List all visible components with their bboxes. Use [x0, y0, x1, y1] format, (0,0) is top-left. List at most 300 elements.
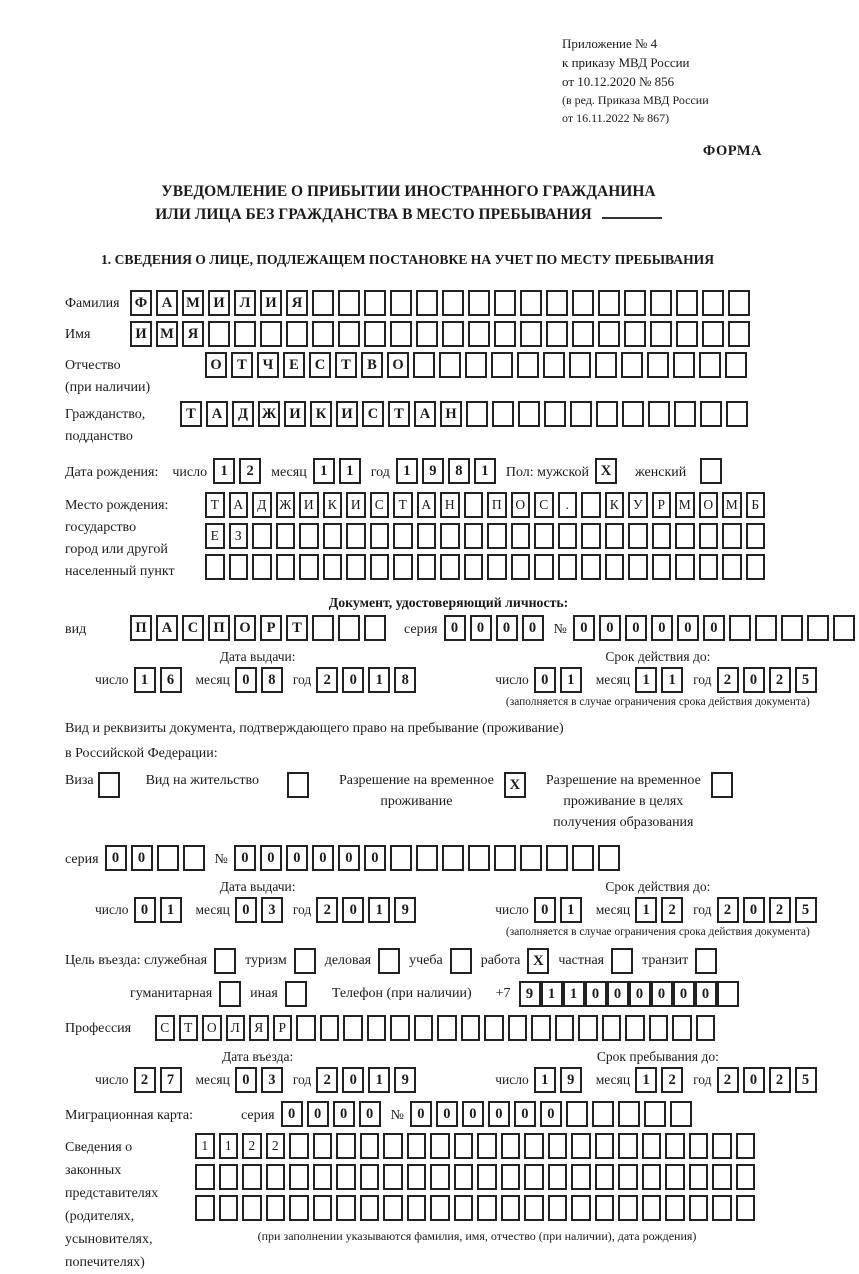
- char-cell[interactable]: [555, 1015, 575, 1041]
- char-cell[interactable]: [364, 290, 386, 316]
- char-cell[interactable]: [571, 1195, 591, 1221]
- char-cell[interactable]: [572, 845, 594, 871]
- char-cell[interactable]: [360, 1164, 380, 1190]
- char-cell[interactable]: 1: [635, 667, 657, 693]
- char-cell[interactable]: [543, 352, 565, 378]
- id-number-cells[interactable]: [573, 615, 859, 641]
- char-cell[interactable]: X: [504, 772, 526, 798]
- char-cell[interactable]: З: [229, 523, 249, 549]
- char-cell[interactable]: [407, 1164, 427, 1190]
- char-cell[interactable]: С: [362, 401, 384, 427]
- char-cell[interactable]: 0: [573, 615, 595, 641]
- char-cell[interactable]: 1: [134, 667, 156, 693]
- char-cell[interactable]: 2: [717, 667, 739, 693]
- id-issue-day-cells[interactable]: [134, 667, 186, 693]
- char-cell[interactable]: 0: [410, 1101, 432, 1127]
- char-cell[interactable]: [468, 845, 490, 871]
- char-cell[interactable]: [242, 1164, 262, 1190]
- char-cell[interactable]: [725, 352, 747, 378]
- migration-number-cells[interactable]: [410, 1101, 696, 1127]
- char-cell[interactable]: 1: [313, 458, 335, 484]
- char-cell[interactable]: [440, 523, 460, 549]
- char-cell[interactable]: [702, 290, 724, 316]
- char-cell[interactable]: 0: [307, 1101, 329, 1127]
- res-valid-year-cells[interactable]: [717, 897, 821, 923]
- name-cells[interactable]: [130, 321, 754, 347]
- purpose-humanitarian-checkbox[interactable]: [219, 981, 241, 1007]
- char-cell[interactable]: [229, 554, 249, 580]
- char-cell[interactable]: [276, 554, 296, 580]
- char-cell[interactable]: [465, 352, 487, 378]
- birth-day-cells[interactable]: [213, 458, 265, 484]
- char-cell[interactable]: 0: [488, 1101, 510, 1127]
- char-cell[interactable]: Т: [388, 401, 410, 427]
- char-cell[interactable]: Т: [179, 1015, 199, 1041]
- char-cell[interactable]: [346, 523, 366, 549]
- char-cell[interactable]: [696, 1015, 716, 1041]
- char-cell[interactable]: 0: [342, 897, 364, 923]
- profession-cells[interactable]: [155, 1015, 719, 1041]
- char-cell[interactable]: [524, 1195, 544, 1221]
- char-cell[interactable]: [571, 1164, 591, 1190]
- res-issue-month-cells[interactable]: [235, 897, 287, 923]
- char-cell[interactable]: [546, 321, 568, 347]
- char-cell[interactable]: А: [229, 492, 249, 518]
- char-cell[interactable]: К: [310, 401, 332, 427]
- char-cell[interactable]: А: [156, 290, 178, 316]
- char-cell[interactable]: [689, 1164, 709, 1190]
- char-cell[interactable]: 1: [534, 1067, 556, 1093]
- char-cell[interactable]: П: [130, 615, 152, 641]
- char-cell[interactable]: [468, 290, 490, 316]
- char-cell[interactable]: [736, 1195, 756, 1221]
- char-cell[interactable]: [807, 615, 829, 641]
- char-cell[interactable]: 0: [470, 615, 492, 641]
- char-cell[interactable]: [702, 321, 724, 347]
- char-cell[interactable]: [581, 523, 601, 549]
- char-cell[interactable]: Т: [205, 492, 225, 518]
- char-cell[interactable]: [700, 401, 722, 427]
- char-cell[interactable]: [266, 1195, 286, 1221]
- visa-checkbox[interactable]: [98, 772, 124, 798]
- char-cell[interactable]: 0: [534, 897, 556, 923]
- char-cell[interactable]: 8: [261, 667, 283, 693]
- char-cell[interactable]: [323, 554, 343, 580]
- char-cell[interactable]: 1: [560, 897, 582, 923]
- char-cell[interactable]: [494, 845, 516, 871]
- char-cell[interactable]: [289, 1164, 309, 1190]
- char-cell[interactable]: М: [156, 321, 178, 347]
- res-number-cells[interactable]: [234, 845, 624, 871]
- char-cell[interactable]: [266, 1164, 286, 1190]
- char-cell[interactable]: [672, 1015, 692, 1041]
- char-cell[interactable]: [287, 772, 309, 798]
- char-cell[interactable]: [416, 321, 438, 347]
- char-cell[interactable]: [390, 845, 412, 871]
- char-cell[interactable]: 0: [703, 615, 725, 641]
- char-cell[interactable]: Ф: [130, 290, 152, 316]
- char-cell[interactable]: [595, 1133, 615, 1159]
- char-cell[interactable]: 0: [342, 1067, 364, 1093]
- char-cell[interactable]: 0: [364, 845, 386, 871]
- char-cell[interactable]: [508, 1015, 528, 1041]
- char-cell[interactable]: [650, 290, 672, 316]
- char-cell[interactable]: 3: [261, 897, 283, 923]
- char-cell[interactable]: [548, 1133, 568, 1159]
- char-cell[interactable]: [511, 554, 531, 580]
- char-cell[interactable]: О: [511, 492, 531, 518]
- char-cell[interactable]: 1: [560, 667, 582, 693]
- char-cell[interactable]: [673, 352, 695, 378]
- char-cell[interactable]: [572, 321, 594, 347]
- char-cell[interactable]: 1: [160, 897, 182, 923]
- char-cell[interactable]: [548, 1164, 568, 1190]
- char-cell[interactable]: [642, 1164, 662, 1190]
- char-cell[interactable]: [390, 1015, 410, 1041]
- char-cell[interactable]: 5: [795, 1067, 817, 1093]
- entry-day-cells[interactable]: [134, 1067, 186, 1093]
- migration-series-cells[interactable]: [281, 1101, 385, 1127]
- char-cell[interactable]: Ж: [276, 492, 296, 518]
- char-cell[interactable]: 1: [368, 667, 390, 693]
- stay-month-cells[interactable]: [635, 1067, 687, 1093]
- char-cell[interactable]: [260, 321, 282, 347]
- purpose-official-checkbox[interactable]: [214, 948, 236, 974]
- char-cell[interactable]: Б: [746, 492, 766, 518]
- char-cell[interactable]: [289, 1133, 309, 1159]
- char-cell[interactable]: 0: [743, 897, 765, 923]
- char-cell[interactable]: А: [206, 401, 228, 427]
- char-cell[interactable]: [674, 401, 696, 427]
- char-cell[interactable]: [524, 1133, 544, 1159]
- char-cell[interactable]: Т: [286, 615, 308, 641]
- purpose-work-checkbox[interactable]: [527, 948, 549, 974]
- sex-male-checkbox[interactable]: [595, 458, 621, 484]
- legal-rep-row3-cells[interactable]: [195, 1195, 759, 1221]
- char-cell[interactable]: [214, 948, 236, 974]
- char-cell[interactable]: 0: [131, 845, 153, 871]
- char-cell[interactable]: 0: [105, 845, 127, 871]
- char-cell[interactable]: [252, 523, 272, 549]
- char-cell[interactable]: О: [234, 615, 256, 641]
- char-cell[interactable]: 1: [339, 458, 361, 484]
- char-cell[interactable]: 0: [286, 845, 308, 871]
- char-cell[interactable]: Я: [182, 321, 204, 347]
- entry-month-cells[interactable]: [235, 1067, 287, 1093]
- char-cell[interactable]: Т: [180, 401, 202, 427]
- char-cell[interactable]: [628, 554, 648, 580]
- char-cell[interactable]: [728, 290, 750, 316]
- char-cell[interactable]: [466, 401, 488, 427]
- surname-cells[interactable]: [130, 290, 754, 316]
- birth-year-cells[interactable]: [396, 458, 500, 484]
- char-cell[interactable]: [722, 523, 742, 549]
- char-cell[interactable]: 0: [607, 981, 629, 1007]
- char-cell[interactable]: 1: [635, 897, 657, 923]
- char-cell[interactable]: 2: [717, 1067, 739, 1093]
- char-cell[interactable]: А: [417, 492, 437, 518]
- legal-rep-row2-cells[interactable]: [195, 1164, 759, 1190]
- char-cell[interactable]: Н: [440, 401, 462, 427]
- char-cell[interactable]: 0: [677, 615, 699, 641]
- char-cell[interactable]: [430, 1164, 450, 1190]
- purpose-transit-checkbox[interactable]: [695, 948, 717, 974]
- char-cell[interactable]: [464, 492, 484, 518]
- char-cell[interactable]: [252, 554, 272, 580]
- char-cell[interactable]: 2: [769, 1067, 791, 1093]
- char-cell[interactable]: [157, 845, 179, 871]
- char-cell[interactable]: С: [309, 352, 331, 378]
- char-cell[interactable]: 0: [333, 1101, 355, 1127]
- char-cell[interactable]: Т: [393, 492, 413, 518]
- char-cell[interactable]: Л: [226, 1015, 246, 1041]
- char-cell[interactable]: 2: [134, 1067, 156, 1093]
- char-cell[interactable]: И: [299, 492, 319, 518]
- phone-cells[interactable]: [519, 981, 739, 1007]
- char-cell[interactable]: [454, 1195, 474, 1221]
- char-cell[interactable]: [464, 523, 484, 549]
- char-cell[interactable]: [649, 1015, 669, 1041]
- char-cell[interactable]: [621, 352, 643, 378]
- char-cell[interactable]: [367, 1015, 387, 1041]
- char-cell[interactable]: [417, 554, 437, 580]
- char-cell[interactable]: 9: [422, 458, 444, 484]
- char-cell[interactable]: [205, 554, 225, 580]
- char-cell[interactable]: [242, 1195, 262, 1221]
- char-cell[interactable]: [430, 1133, 450, 1159]
- char-cell[interactable]: [477, 1195, 497, 1221]
- char-cell[interactable]: 5: [795, 897, 817, 923]
- char-cell[interactable]: [378, 948, 400, 974]
- char-cell[interactable]: [492, 401, 514, 427]
- char-cell[interactable]: [625, 1015, 645, 1041]
- char-cell[interactable]: 0: [281, 1101, 303, 1127]
- char-cell[interactable]: 5: [795, 667, 817, 693]
- char-cell[interactable]: Р: [652, 492, 672, 518]
- char-cell[interactable]: [736, 1164, 756, 1190]
- char-cell[interactable]: [390, 321, 412, 347]
- char-cell[interactable]: 2: [239, 458, 261, 484]
- char-cell[interactable]: [454, 1133, 474, 1159]
- char-cell[interactable]: 0: [673, 981, 695, 1007]
- char-cell[interactable]: [699, 554, 719, 580]
- char-cell[interactable]: 0: [522, 615, 544, 641]
- char-cell[interactable]: 0: [585, 981, 607, 1007]
- char-cell[interactable]: [313, 1164, 333, 1190]
- char-cell[interactable]: 0: [359, 1101, 381, 1127]
- char-cell[interactable]: Я: [249, 1015, 269, 1041]
- char-cell[interactable]: [195, 1164, 215, 1190]
- char-cell[interactable]: 1: [474, 458, 496, 484]
- char-cell[interactable]: 2: [661, 1067, 683, 1093]
- char-cell[interactable]: [647, 352, 669, 378]
- res-issue-year-cells[interactable]: [316, 897, 420, 923]
- char-cell[interactable]: [195, 1195, 215, 1221]
- char-cell[interactable]: 0: [260, 845, 282, 871]
- char-cell[interactable]: 0: [695, 981, 717, 1007]
- char-cell[interactable]: [642, 1195, 662, 1221]
- char-cell[interactable]: [652, 554, 672, 580]
- char-cell[interactable]: М: [675, 492, 695, 518]
- char-cell[interactable]: [437, 1015, 457, 1041]
- char-cell[interactable]: [833, 615, 855, 641]
- char-cell[interactable]: [454, 1164, 474, 1190]
- char-cell[interactable]: К: [605, 492, 625, 518]
- char-cell[interactable]: .: [558, 492, 578, 518]
- char-cell[interactable]: [618, 1164, 638, 1190]
- char-cell[interactable]: [439, 352, 461, 378]
- char-cell[interactable]: [338, 290, 360, 316]
- char-cell[interactable]: [712, 1133, 732, 1159]
- char-cell[interactable]: [699, 352, 721, 378]
- char-cell[interactable]: И: [284, 401, 306, 427]
- char-cell[interactable]: [665, 1164, 685, 1190]
- char-cell[interactable]: [320, 1015, 340, 1041]
- char-cell[interactable]: [417, 523, 437, 549]
- patronymic-cells[interactable]: [205, 352, 751, 378]
- char-cell[interactable]: 0: [235, 897, 257, 923]
- char-cell[interactable]: [346, 554, 366, 580]
- char-cell[interactable]: [338, 615, 360, 641]
- char-cell[interactable]: [712, 1195, 732, 1221]
- char-cell[interactable]: [393, 554, 413, 580]
- char-cell[interactable]: [595, 1164, 615, 1190]
- char-cell[interactable]: [534, 523, 554, 549]
- char-cell[interactable]: 2: [316, 667, 338, 693]
- char-cell[interactable]: [602, 1015, 622, 1041]
- char-cell[interactable]: [413, 352, 435, 378]
- char-cell[interactable]: [781, 615, 803, 641]
- char-cell[interactable]: [712, 1164, 732, 1190]
- char-cell[interactable]: [624, 321, 646, 347]
- char-cell[interactable]: [571, 1133, 591, 1159]
- char-cell[interactable]: 2: [316, 897, 338, 923]
- char-cell[interactable]: 8: [448, 458, 470, 484]
- char-cell[interactable]: [407, 1195, 427, 1221]
- char-cell[interactable]: [219, 981, 241, 1007]
- char-cell[interactable]: [484, 1015, 504, 1041]
- char-cell[interactable]: [416, 290, 438, 316]
- char-cell[interactable]: 2: [769, 667, 791, 693]
- char-cell[interactable]: [494, 290, 516, 316]
- char-cell[interactable]: [383, 1133, 403, 1159]
- char-cell[interactable]: [430, 1195, 450, 1221]
- char-cell[interactable]: 7: [160, 1067, 182, 1093]
- char-cell[interactable]: М: [722, 492, 742, 518]
- id-valid-day-cells[interactable]: [534, 667, 586, 693]
- citizenship-cells[interactable]: [180, 401, 752, 427]
- char-cell[interactable]: 0: [743, 667, 765, 693]
- char-cell[interactable]: 0: [496, 615, 518, 641]
- id-issue-month-cells[interactable]: [235, 667, 287, 693]
- char-cell[interactable]: [183, 845, 205, 871]
- char-cell[interactable]: И: [346, 492, 366, 518]
- char-cell[interactable]: [450, 948, 472, 974]
- char-cell[interactable]: [598, 321, 620, 347]
- char-cell[interactable]: [650, 321, 672, 347]
- purpose-private-checkbox[interactable]: [611, 948, 633, 974]
- char-cell[interactable]: 0: [743, 1067, 765, 1093]
- char-cell[interactable]: [618, 1133, 638, 1159]
- char-cell[interactable]: [383, 1195, 403, 1221]
- char-cell[interactable]: 1: [195, 1133, 215, 1159]
- char-cell[interactable]: [628, 523, 648, 549]
- char-cell[interactable]: [360, 1195, 380, 1221]
- char-cell[interactable]: [501, 1133, 521, 1159]
- purpose-tourism-checkbox[interactable]: [294, 948, 316, 974]
- char-cell[interactable]: [676, 290, 698, 316]
- char-cell[interactable]: А: [156, 615, 178, 641]
- char-cell[interactable]: [611, 948, 633, 974]
- char-cell[interactable]: 1: [368, 1067, 390, 1093]
- char-cell[interactable]: Д: [252, 492, 272, 518]
- id-valid-month-cells[interactable]: [635, 667, 687, 693]
- char-cell[interactable]: О: [205, 352, 227, 378]
- char-cell[interactable]: [468, 321, 490, 347]
- char-cell[interactable]: [520, 290, 542, 316]
- char-cell[interactable]: А: [414, 401, 436, 427]
- char-cell[interactable]: С: [534, 492, 554, 518]
- purpose-study-checkbox[interactable]: [450, 948, 472, 974]
- char-cell[interactable]: [364, 615, 386, 641]
- char-cell[interactable]: [336, 1133, 356, 1159]
- char-cell[interactable]: [511, 523, 531, 549]
- char-cell[interactable]: [442, 290, 464, 316]
- char-cell[interactable]: [624, 290, 646, 316]
- char-cell[interactable]: [642, 1133, 662, 1159]
- char-cell[interactable]: [276, 523, 296, 549]
- char-cell[interactable]: 2: [769, 897, 791, 923]
- char-cell[interactable]: О: [202, 1015, 222, 1041]
- char-cell[interactable]: Т: [335, 352, 357, 378]
- char-cell[interactable]: 3: [261, 1067, 283, 1093]
- char-cell[interactable]: [572, 290, 594, 316]
- char-cell[interactable]: П: [487, 492, 507, 518]
- char-cell[interactable]: 1: [563, 981, 585, 1007]
- char-cell[interactable]: [299, 554, 319, 580]
- char-cell[interactable]: С: [370, 492, 390, 518]
- char-cell[interactable]: [464, 554, 484, 580]
- purpose-other-checkbox[interactable]: [285, 981, 307, 1007]
- res-valid-day-cells[interactable]: [534, 897, 586, 923]
- char-cell[interactable]: [323, 523, 343, 549]
- char-cell[interactable]: [578, 1015, 598, 1041]
- char-cell[interactable]: Р: [273, 1015, 293, 1041]
- char-cell[interactable]: 0: [534, 667, 556, 693]
- char-cell[interactable]: [728, 321, 750, 347]
- stay-day-cells[interactable]: [534, 1067, 586, 1093]
- char-cell[interactable]: 1: [368, 897, 390, 923]
- char-cell[interactable]: П: [208, 615, 230, 641]
- char-cell[interactable]: В: [361, 352, 383, 378]
- char-cell[interactable]: [595, 352, 617, 378]
- char-cell[interactable]: [440, 554, 460, 580]
- char-cell[interactable]: [558, 554, 578, 580]
- char-cell[interactable]: 0: [436, 1101, 458, 1127]
- char-cell[interactable]: 1: [635, 1067, 657, 1093]
- char-cell[interactable]: 0: [599, 615, 621, 641]
- char-cell[interactable]: [531, 1015, 551, 1041]
- char-cell[interactable]: [746, 554, 766, 580]
- char-cell[interactable]: [477, 1164, 497, 1190]
- char-cell[interactable]: [312, 290, 334, 316]
- char-cell[interactable]: 0: [651, 615, 673, 641]
- char-cell[interactable]: [711, 772, 733, 798]
- char-cell[interactable]: [648, 401, 670, 427]
- char-cell[interactable]: [520, 321, 542, 347]
- char-cell[interactable]: [364, 321, 386, 347]
- char-cell[interactable]: [618, 1101, 640, 1127]
